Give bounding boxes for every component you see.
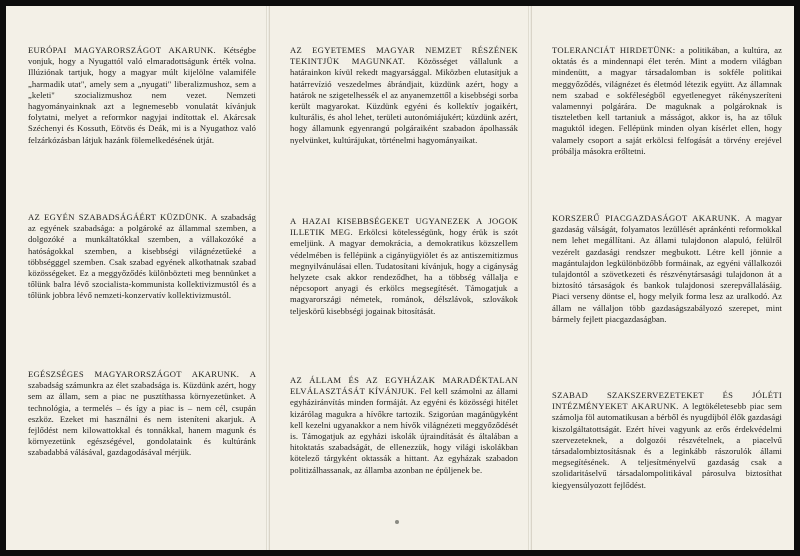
section-body: A szabadság számunkra az élet szabadsága is. Küzdünk azért, hogy sem az állam, sem a piac ne pusztíthassa környezetünket. A technológia, a termelés – és így a piac is – nem cél, csupán eszköz. Ezeket mi használni és nem isteníteni akarjuk. A fejlődést nem kilowattokkal és tonnákkal, hanem magunk és környezetünk egészségével, gondolataink és kultúránk szabadabbá válásával, gazdagodásával mérjük.: [28, 369, 256, 458]
section-heading: SZABAD SZAKSZERVEZETEKET ÉS JÓLÉTI INTÉZMÉNYEKET AKARUNK.: [552, 390, 782, 412]
leaflet-panel-right: [530, 6, 794, 550]
section-heading: EGÉSZSÉGES MAGYARORSZÁGOT AKARUNK.: [28, 369, 250, 379]
section-body: Fel kell számolni az állami egyháziránvítás minden formáját. Az egyéni és közösségi hitélet kizárólag magukra a hívőkre tartozik. Szigorúan magánügyként kell kezelni ugyanakkor a nem hívők világnézeti meggyőződését is. Támogatjuk az egyházi iskolák újraindítását és általában a hitoktatás szabadságát, de ellenezzük, hogy világi iskolákban kötelező tárgyként oktassák a hittant. Az egyházak szabadon politizálhassanak, az államba azonban ne épüljenek be.: [290, 386, 518, 475]
section-egyetemes-nemzet: [290, 45, 518, 146]
section-body: Közösséget vállalunk a határainkon kívül rekedt magyarsággal. Miközben elutasítjuk a határrevízió veszedelmes ábrándjait, küzdünk azért, hogy a határok ne szigetelhessék el az anyanemzettől a kisebbségi sorba került magyarokat. Küzdünk egyéni és kollektív jogaikért, kulturális, és ahol lehet, területi autonómiájukért; küzdünk azért, hogy államunk egyenrangú polgáraiként szabadon ápolhassák nyelvünket, kultúrájukat, történelmi hagyományaikat.: [290, 56, 519, 145]
leaflet-sheet: [6, 6, 794, 550]
section-body: A magyar gazdaság válságát, folyamatos lezüllését apránkénti reformokkal nem lehet megállítani. Az állami tulajdonon alapuló, felülről vezérelt gazdasági rendszer megbukott. Létre kell jönnie a magántulajdon legkülönbözőbb formáinak, az egyéni vállalkozói tulajdontól a szövetkezeti és részvénytársasági tulajdonon át a biztosító társaságok és bankok tulajdonosi szerepvállalásáig. Piaci verseny döntse el, hogy melyik forma lesz az uralkodó. Az állam ne vállaljon több gazdaságszabályozó szerepet, mint bármely fejlett piacgazdaságban.: [552, 213, 782, 324]
section-allam-egyhazak: [290, 375, 518, 476]
leaflet-panel-middle: [268, 6, 530, 550]
section-szakszervezetek: [552, 390, 782, 491]
section-tolerancia: [552, 45, 782, 157]
section-heading: EURÓPAI MAGYARORSZÁGOT AKARUNK.: [28, 45, 224, 55]
section-heading: AZ ÁLLAM ÉS AZ EGYHÁZAK MARADÉKTALAN ELVÁLASZTÁSÁT KÍVÁNJUK.: [290, 375, 518, 397]
section-piacgazdasag: [552, 213, 782, 325]
section-europai: [28, 45, 256, 146]
section-heading: KORSZERŰ PIACGAZDASÁGOT AKARUNK.: [552, 213, 746, 223]
section-heading: AZ EGYETEMES MAGYAR NEMZET RÉSZÉNEK TEKINTJÜK MAGUNKAT.: [290, 45, 518, 67]
section-egyen-szabadsag: [28, 212, 256, 302]
fold-line-right: [528, 6, 532, 550]
section-heading: A HAZAI KISEBBSÉGEKET UGYANEZEK A JOGOK ILLETIK MEG.: [290, 216, 518, 238]
section-heading: AZ EGYÉN SZABADSÁGÁÉRT KÜZDÜNK.: [28, 212, 212, 222]
section-hazai-kisebbsegek: [290, 216, 518, 317]
section-body: A legtökéletesebb piac sem számolja föl automatikusan a bérből és nyugdíjból élők gazdasági kiszolgáltatottságát. Ezért hívei vagyunk az erős érdekvédelmi szervezeteknek, a dolgozói részvételnek, a piacelvű társadalombiztosításnak és a leginkább rászorulók állami megsegítésének. A teljesítményelvű gazdaság csak a szolidaritáselvű társadalompolitikával párosulva biztosíthat kiegyensúlyozott fejlődést.: [552, 401, 782, 490]
section-body: A szabadság az egyének szabadsága: a polgároké az állammal szemben, a dolgozóké a munkáltatókkal szemben, a vállakozóké a hatóságokkal szemben, a kisebbségi világnézetűeké a többségggel szemben. Csak szabad egyének alkothatnak szabad közösségeket. Ez a meggyőződés különbözteti meg bennünket a tőlünk balra lévő szocialista-kommunista kollektivizmustól és a tőlünk jobbra lévő nemzeti-konzervatív kollektivizmustól.: [28, 212, 256, 301]
fold-line-left: [266, 6, 270, 550]
section-heading: TOLERANCIÁT HIRDETÜNK:: [552, 45, 681, 55]
section-body: Erkölcsi kötelességünk, hogy érük is szót emeljünk. A magyar demokrácia, a demokratikus közszellem védelmében is fellépünk a cigányügyiölet és az antiszemitizmus megnyilvánulásai ellen. Tudatosítani kívánjuk, hogy a cigányság helyzete csak akkor rendeződhet, ha a többség vállalja e népcsoport anyagi és erkölcs megsegítését. Támogatjuk a magyarországi németek, románok, délszlávok, szlovákok teljeskörű kisebbségi jogainak bitosítását.: [290, 227, 518, 316]
section-body: a politikában, a kultúra, az oktatás és a mindennapi élet terén. Mint a modern világban mindenütt, a magyar társadalomban is sokféle politikai meggyőződés, világnézet és életmód létezik együtt. Az államnak nem szabad e sokféleségből egyetlenegyet rákényszeríteni valamennyi polgárára. De maguknak a polgároknak is tiszteletben kell tartaniuk a másságot, akkor is, ha az tőluk maguktól idegen. Fellépünk minden olyan kísérlet ellen, hogy valamely csoport a saját erkölcsi felfogását a törvény erejével próbálja másokra erőltetni.: [552, 45, 783, 156]
leaflet-panel-left: [6, 6, 268, 550]
section-body: Kétségbe vonjuk, hogy a Nyugattól való elmaradottságunk érték volna. Illúziónak tartjuk, hogy a magyar múlt kijelölne valamiféle „harmadik utat", amely sem a „nyugati" liberalizmushoz, sem a „keleti" szocializmushoz nem vezet. Nemzeti hagyományainknak azt a legnemesebb vonulatát kívánjuk folytatni, melyet a reformkor nagyjai indítottak el. Akárcsak Széchenyi és Kossuth, Eötvös és Deák, mi is a Nyugathoz való felzárkózásban látjuk hazánk fölemelkedésének útját.: [28, 45, 256, 145]
section-egeszseges: [28, 369, 256, 459]
fold-mark-dot: [395, 520, 399, 524]
